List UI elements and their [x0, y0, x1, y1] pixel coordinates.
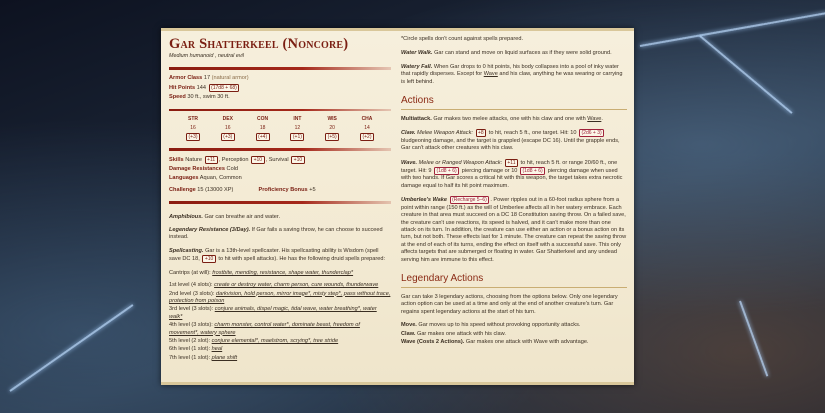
int-mod-button[interactable]: (+1)	[290, 133, 304, 141]
action-umberlees-wake: Umberlee's Wake (Recharge 5–6) . Power ripples out in a 60-foot radius sphere from a point within range (150 ft.) as the will of Umberlee affects all in her watery embrace. Each creature in that area must succeed on a DC 18 Constitution saving throw. On a failed save, the creature can't use reactions, its speed is halved, and it can't make more than one attack on its turn. In addition, the creature can use either an action or a bonus action on its turn, but not both. These effects last for 1 minute. The creature can repeat the saving throw at the end of each of its turns, ending the effect on itself with a successful save. This only affects targets that are submerged or floating in water. Gar Shatterkeel and any undead serving him are immune to this effect.	[401, 197, 627, 263]
spell-level-3: 3rd level (3 slots): conjure animals, dispel magic, tidal wave, water breathing*, water walk*	[169, 306, 377, 320]
challenge-row: Challenge 15 (13000 XP) Proficiency Bonus +5	[169, 186, 316, 193]
trait-spellcasting: Spellcasting. Gar is a 13th-level spellcaster. His spellcasting ability is Wisdom (spell save DC 18, +10 to hit with spell attacks). He has the following druid spells prepared:	[169, 247, 386, 263]
divider	[169, 201, 391, 204]
spell-levels	[169, 282, 391, 362]
legendary-move: Move. Gar moves up to his speed without provoking opportunity attacks.	[401, 322, 581, 329]
spell-level-6: 6th level (1 slot): heal	[169, 346, 223, 353]
action-claw: Claw. Melee Weapon Attack: +8 to hit, reach 5 ft., one target. Hit: 10 (2d6 + 3) bludgeoning damage, and the target is grappled (escape DC 16). Until the grapple ends, Gar can't attack other creatures with his claw.	[401, 130, 620, 152]
hp-roll-button[interactable]: (17d8 + 68)	[209, 84, 240, 92]
ability-dex: DEX 16 (+3)	[222, 116, 233, 141]
trait-amphibious: Amphibious. Gar can breathe air and water.	[169, 213, 280, 220]
spell-level-5: 5th level (2 slot): conjure elemental*, maelstrom, scrying*, tree stride	[169, 337, 339, 344]
legendary-intro: Gar can take 3 legendary actions, choosing from the options below. Only one legendary action option can be used at a time and only at the end of another creature's turn. Gar regains spent legendary actions at the start of his turn.	[401, 293, 618, 315]
legendary-list	[401, 322, 627, 346]
claw-damage-button[interactable]: (2d6 + 3)	[579, 129, 604, 137]
wave-twohand-damage-button[interactable]: (1d8 + 6)	[520, 167, 545, 175]
claw-attack-button[interactable]: +8	[476, 129, 487, 137]
action-wave: Wave. Melee or Ranged Weapon Attack: +11 to hit, reach 5 ft. or range 20/60 ft., one target. Hit: 9 (1d8 + 6) piercing damage or 10 (1d8 + 6) piercing damage when used with two hands. If Gar scores a critical hit with this weapon, the target takes extra necrotic damage equal to half its hit point maximum.	[401, 159, 623, 189]
creature-name: Gar Shatterkeel (Noncore)	[169, 36, 349, 52]
wave-attack-button[interactable]: +11	[505, 159, 518, 167]
recharge-button[interactable]: (Recharge 5–6)	[450, 196, 490, 204]
ability-con: CON 18 (+4)	[257, 116, 269, 141]
damage-resistances: Damage Resistances Cold	[169, 166, 239, 173]
ability-cha: CHA 14 (+2)	[361, 116, 373, 141]
legendary-actions-heading: Legendary Actions	[401, 273, 627, 288]
statblock-left-column	[169, 31, 391, 363]
spell-links[interactable]: frostbite, mending, resistance, shape water, thunderclap*	[212, 269, 354, 276]
ability-int: INT 12 (+1)	[285, 116, 309, 141]
languages: Languages Aquan, Common	[169, 175, 242, 182]
spell-level-2: 2nd level (3 slots): darkvision, hold person, mirror image*, misty step*, pass without trace, protection from poison	[169, 290, 391, 304]
perception-skill-button[interactable]: +10	[251, 156, 264, 164]
statblock-right-column	[401, 31, 627, 347]
circle-spells-footnote: *Circle spells don't count against spells prepared.	[401, 36, 524, 42]
str-mod-button[interactable]: (+3)	[186, 133, 200, 141]
trait-watery-fall: Watery Fall. When Gar drops to 0 hit points, his body collapses into a pool of inky water that rapidly disperses. Except for Wave and his claw, anything he was wearing or carrying is left behind.	[401, 63, 623, 85]
legendary-wave: Wave (Costs 2 Actions). Gar makes one attack with Wave with advantage.	[401, 338, 589, 345]
spell-level-4: 4th level (3 slots): charm monster, control water*, dominate beast, freedom of movement*, watery sphere	[169, 322, 360, 336]
wave-damage-button[interactable]: (1d8 + 6)	[434, 167, 459, 175]
legendary-claw: Claw. Gar makes one attack with his claw.	[401, 330, 506, 337]
divider	[169, 148, 391, 151]
armor-class: Armor Class 17 (natural armor)	[169, 74, 249, 81]
dex-mod-button[interactable]: (+3)	[221, 133, 235, 141]
action-multiattack: Multiattack. Gar makes two melee attacks, one with his claw and one with Wave.	[401, 116, 603, 123]
hit-points: Hit Points 144 (17d8 + 68)	[169, 84, 391, 92]
statblock-panel	[161, 28, 634, 385]
divider	[169, 67, 391, 70]
trait-water-walk: Water Walk. Gar can stand and move on liquid surfaces as if they were solid ground.	[401, 50, 612, 57]
ability-scores	[169, 116, 391, 141]
trait-legendary-resistance: Legendary Resistance (3/Day). If Gar fails a saving throw, he can choose to succeed instead.	[169, 227, 383, 241]
ability-str: STR 16 (+3)	[181, 116, 205, 141]
creature-type: Medium humanoid , neutral evil	[169, 53, 244, 59]
wis-mod-button[interactable]: (+5)	[325, 133, 339, 141]
cha-mod-button[interactable]: (+2)	[360, 133, 374, 141]
nature-skill-button[interactable]: +11	[205, 156, 218, 164]
speed: Speed 30 ft., swim 30 ft.	[169, 94, 230, 101]
wave-link[interactable]: Wave	[587, 116, 602, 123]
spell-level-1: 1st level (4 slots): create or destroy water, charm person, cure wounds, thunderwave	[169, 282, 379, 289]
spell-attack-button[interactable]: +10	[202, 255, 215, 263]
divider	[169, 109, 391, 112]
survival-skill-button[interactable]: +10	[291, 156, 304, 164]
actions-heading: Actions	[401, 95, 627, 110]
ability-wis: WIS 20 (+5)	[320, 116, 344, 141]
con-mod-button[interactable]: (+4)	[256, 133, 270, 141]
wave-link[interactable]: Wave	[483, 71, 498, 78]
skills: Skills Nature +11 , Perception +10 , Survival +10	[169, 156, 391, 164]
cantrips-list: Cantrips (at will): frostbite, mending, resistance, shape water, thunderclap*	[169, 269, 354, 276]
spell-level-7: 7th level (1 slot): plane shift	[169, 354, 238, 361]
